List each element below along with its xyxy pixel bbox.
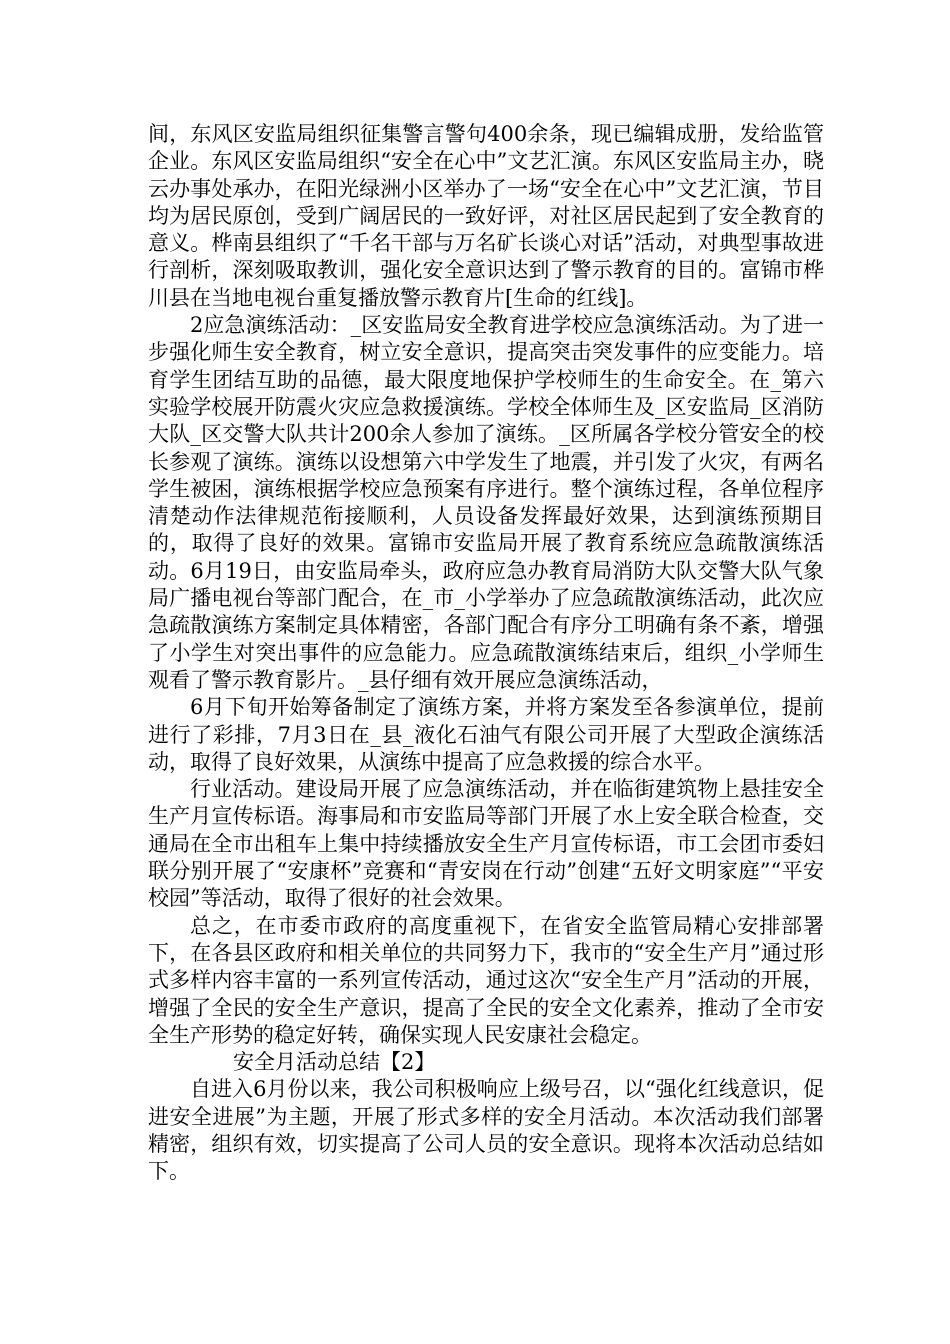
paragraph-emergency-drill: 2应急演练活动：_区安监局安全教育进学校应急演练活动。为了进一步强化师生安全教育，树立安全意识，提高突击突发事件的应变能力。培育学生团结互助的品德，最大限度地保护学校师生的生命安全。在_第六实验学校展开防震火灾应急救援演练。学校全体师生及_区安监局_区消防大队_区交警大队共计200余人参加了演练。_区所属各学校分管安全的校长参观了演练。演练以设想第六中学发生了地震，并引发了火灾，有两名学生被困，演练根据学校应急预案有序进行。整个演练过程，各单位程序清楚动作法律规范衔接顺利，人员设备发挥最好效果，达到演练预期目的，取得了良好的效果。富锦市安监局开展了教育系统应急疏散演练活动。6月19日，由安监局牵头，政府应急办教育局消防大队交警大队气象局广播电视台等部门配合，在_市_小学举办了应急疏散演练活动，此次应急疏散演练方案制定具体精密，各部门配合有序分工明确有条不紊，增强了小学生对突出事件的应急能力。应急疏散演练结束后，组织_小学师生观看了警示教育影片。_县仔细有效开展应急演练活动， <box>148 313 824 692</box>
paragraph-continuation: 间，东风区安监局组织征集警言警句400余条，现已编辑成册，发给监管企业。东风区安监局组织“安全在心中”文艺汇演。东风区安监局主办，晓云办事处承办，在阳光绿洲小区举办了一场“安全在心中”文艺汇演，节目均为居民原创，受到广阔居民的一致好评，对社区居民起到了安全教育的意义。桦南县组织了“千名干部与万名矿长谈心对话”活动，对典型事故进行剖析，深刻吸取教训，强化安全意识达到了警示教育的目的。富锦市桦川县在当地电视台重复播放警示教育片[生命的红线]。 <box>148 122 824 310</box>
document-page <box>148 121 824 1186</box>
section-heading: 安全月活动总结【2】 <box>233 1050 436 1075</box>
paragraph-conclusion: 总之，在市委市政府的高度重视下，在省安全监管局精心安排部署下，在各县区政府和相关单位的共同努力下，我市的“安全生产月”通过形式多样内容丰富的一系列宣传活动，通过这次“安全生产月”活动的开展，增强了全民的安全生产意识，提高了全民的安全文化素养，推动了全市安全生产形势的稳定好转，确保实现人民安康社会稳定。 <box>148 913 824 1047</box>
paragraph-industry-activities: 行业活动。建设局开展了应急演练活动，并在临街建筑物上悬挂安全生产月宣传标语。海事局和市安监局等部门开展了水上安全联合检查，交通局在全市出租车上集中持续播放安全生产月宣传标语，市工会团市委妇联分别开展了“安康杯”竞赛和“青安岗在行动”创建“五好文明家庭”“平安校园”等活动，取得了很好的社会效果。 <box>148 777 824 911</box>
paragraph-intro-part2: 自进入6月份以来，我公司积极响应上级号召，以“强化红线意识，促进安全进展”为主题，开展了形式多样的安全月活动。本次活动我们部署精密，组织有效，切实提高了公司人员的安全意识。现将本次活动总结如下。 <box>148 1077 824 1184</box>
paragraph-drill-plan: 6月下旬开始筹备制定了演练方案，并将方案发至各参演单位，提前进行了彩排，7月3日在_县_液化石油气有限公司开展了大型政企演练活动，取得了良好效果，从演练中提高了应急救援的综合水平。 <box>148 695 824 774</box>
